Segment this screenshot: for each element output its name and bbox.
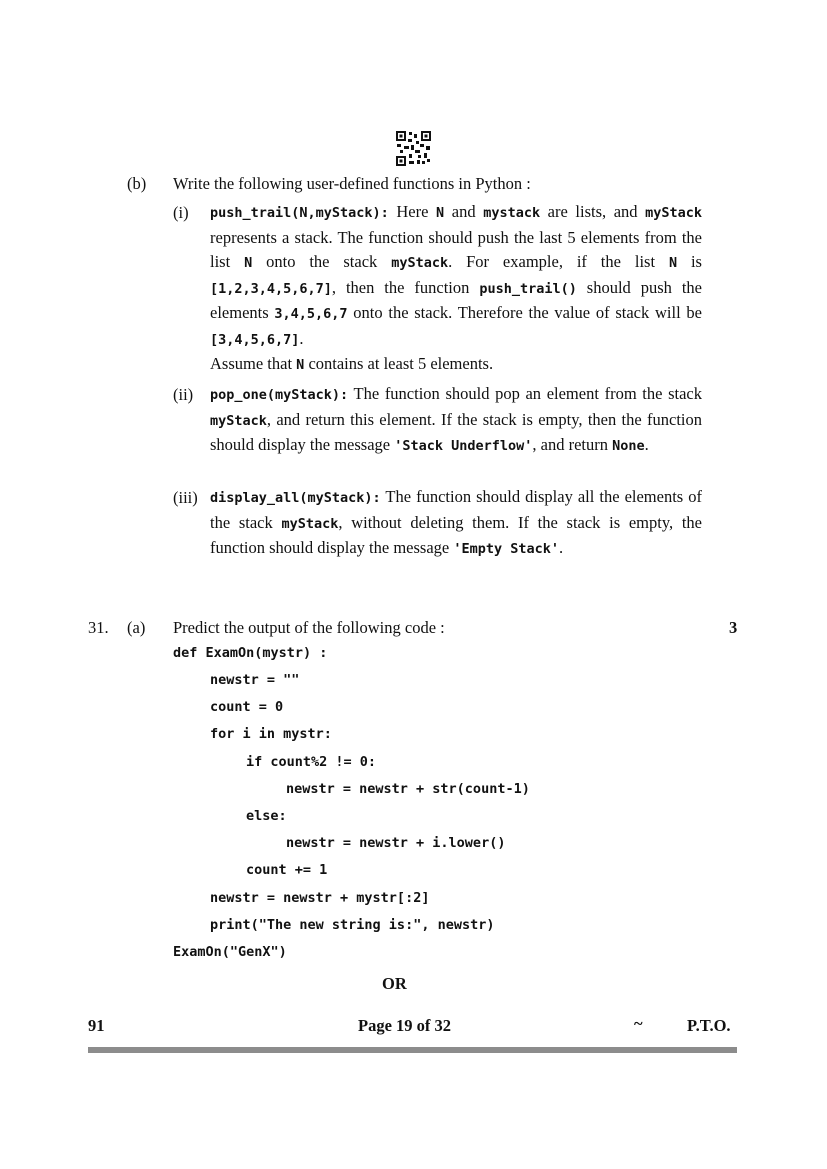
code-line: ExamOn("GenX") — [173, 944, 287, 960]
question-number: 31. — [88, 618, 109, 637]
item-i-label: (i) — [173, 203, 189, 222]
tilde-mark: ~ — [634, 1014, 643, 1033]
or-label: OR — [382, 974, 407, 993]
qr-code — [396, 131, 431, 166]
footer-rule — [88, 1047, 737, 1053]
item-iii-body: display_all(myStack): The function should display all the elements of the stack myStack, without deleting them. If the stack is empty, the function should display the message 'Empty Stack'. — [210, 487, 702, 557]
pto-label: P.T.O. — [687, 1016, 731, 1035]
code-line: newstr = newstr + mystr[:2] — [210, 890, 430, 906]
page-number: Page 19 of 32 — [358, 1016, 452, 1035]
code-line: count = 0 — [210, 699, 284, 715]
marks: 3 — [729, 618, 738, 637]
part-b-intro: Write the following user-defined functions in Python : — [173, 174, 531, 193]
code-line: def ExamOn(mystr) : — [173, 645, 328, 661]
code-line: print("The new string is:", newstr) — [210, 917, 495, 933]
item-ii-label: (ii) — [173, 385, 194, 404]
item-iii-label: (iii) — [173, 488, 198, 507]
question-part: (a) — [127, 618, 146, 637]
code-line: newstr = newstr + str(count-1) — [286, 781, 530, 797]
code-line: if count%2 != 0: — [246, 754, 377, 770]
part-b-label: (b) — [127, 174, 147, 193]
code-line: count += 1 — [246, 862, 328, 878]
code-line: newstr = newstr + i.lower() — [286, 835, 506, 851]
code-line: else: — [246, 808, 287, 824]
item-ii-body: pop_one(myStack): The function should pop an element from the stack myStack, and return this element. If the stack is empty, then the function should display the message 'Stack Underflow', and return None. — [210, 384, 702, 454]
item-i-note: Assume that N contains at least 5 elements. — [210, 354, 494, 373]
code-line: for i in mystr: — [210, 726, 332, 742]
item-i-body: push_trail(N,myStack): Here N and mystack are lists, and myStack represents a stack. The function should push the last 5 elements from the list N onto the stack myStack. For example, if the list N is [1,2,3,4,5,6,7], then the function push_trail() should push the elements 3,4,5,6,7 onto the stack. Therefore the value of stack will be [3,4,5,6,7]. — [210, 202, 703, 348]
paper-code: 91 — [88, 1016, 105, 1035]
question-prompt: Predict the output of the following code : — [173, 618, 445, 637]
code-line: newstr = "" — [210, 672, 300, 688]
